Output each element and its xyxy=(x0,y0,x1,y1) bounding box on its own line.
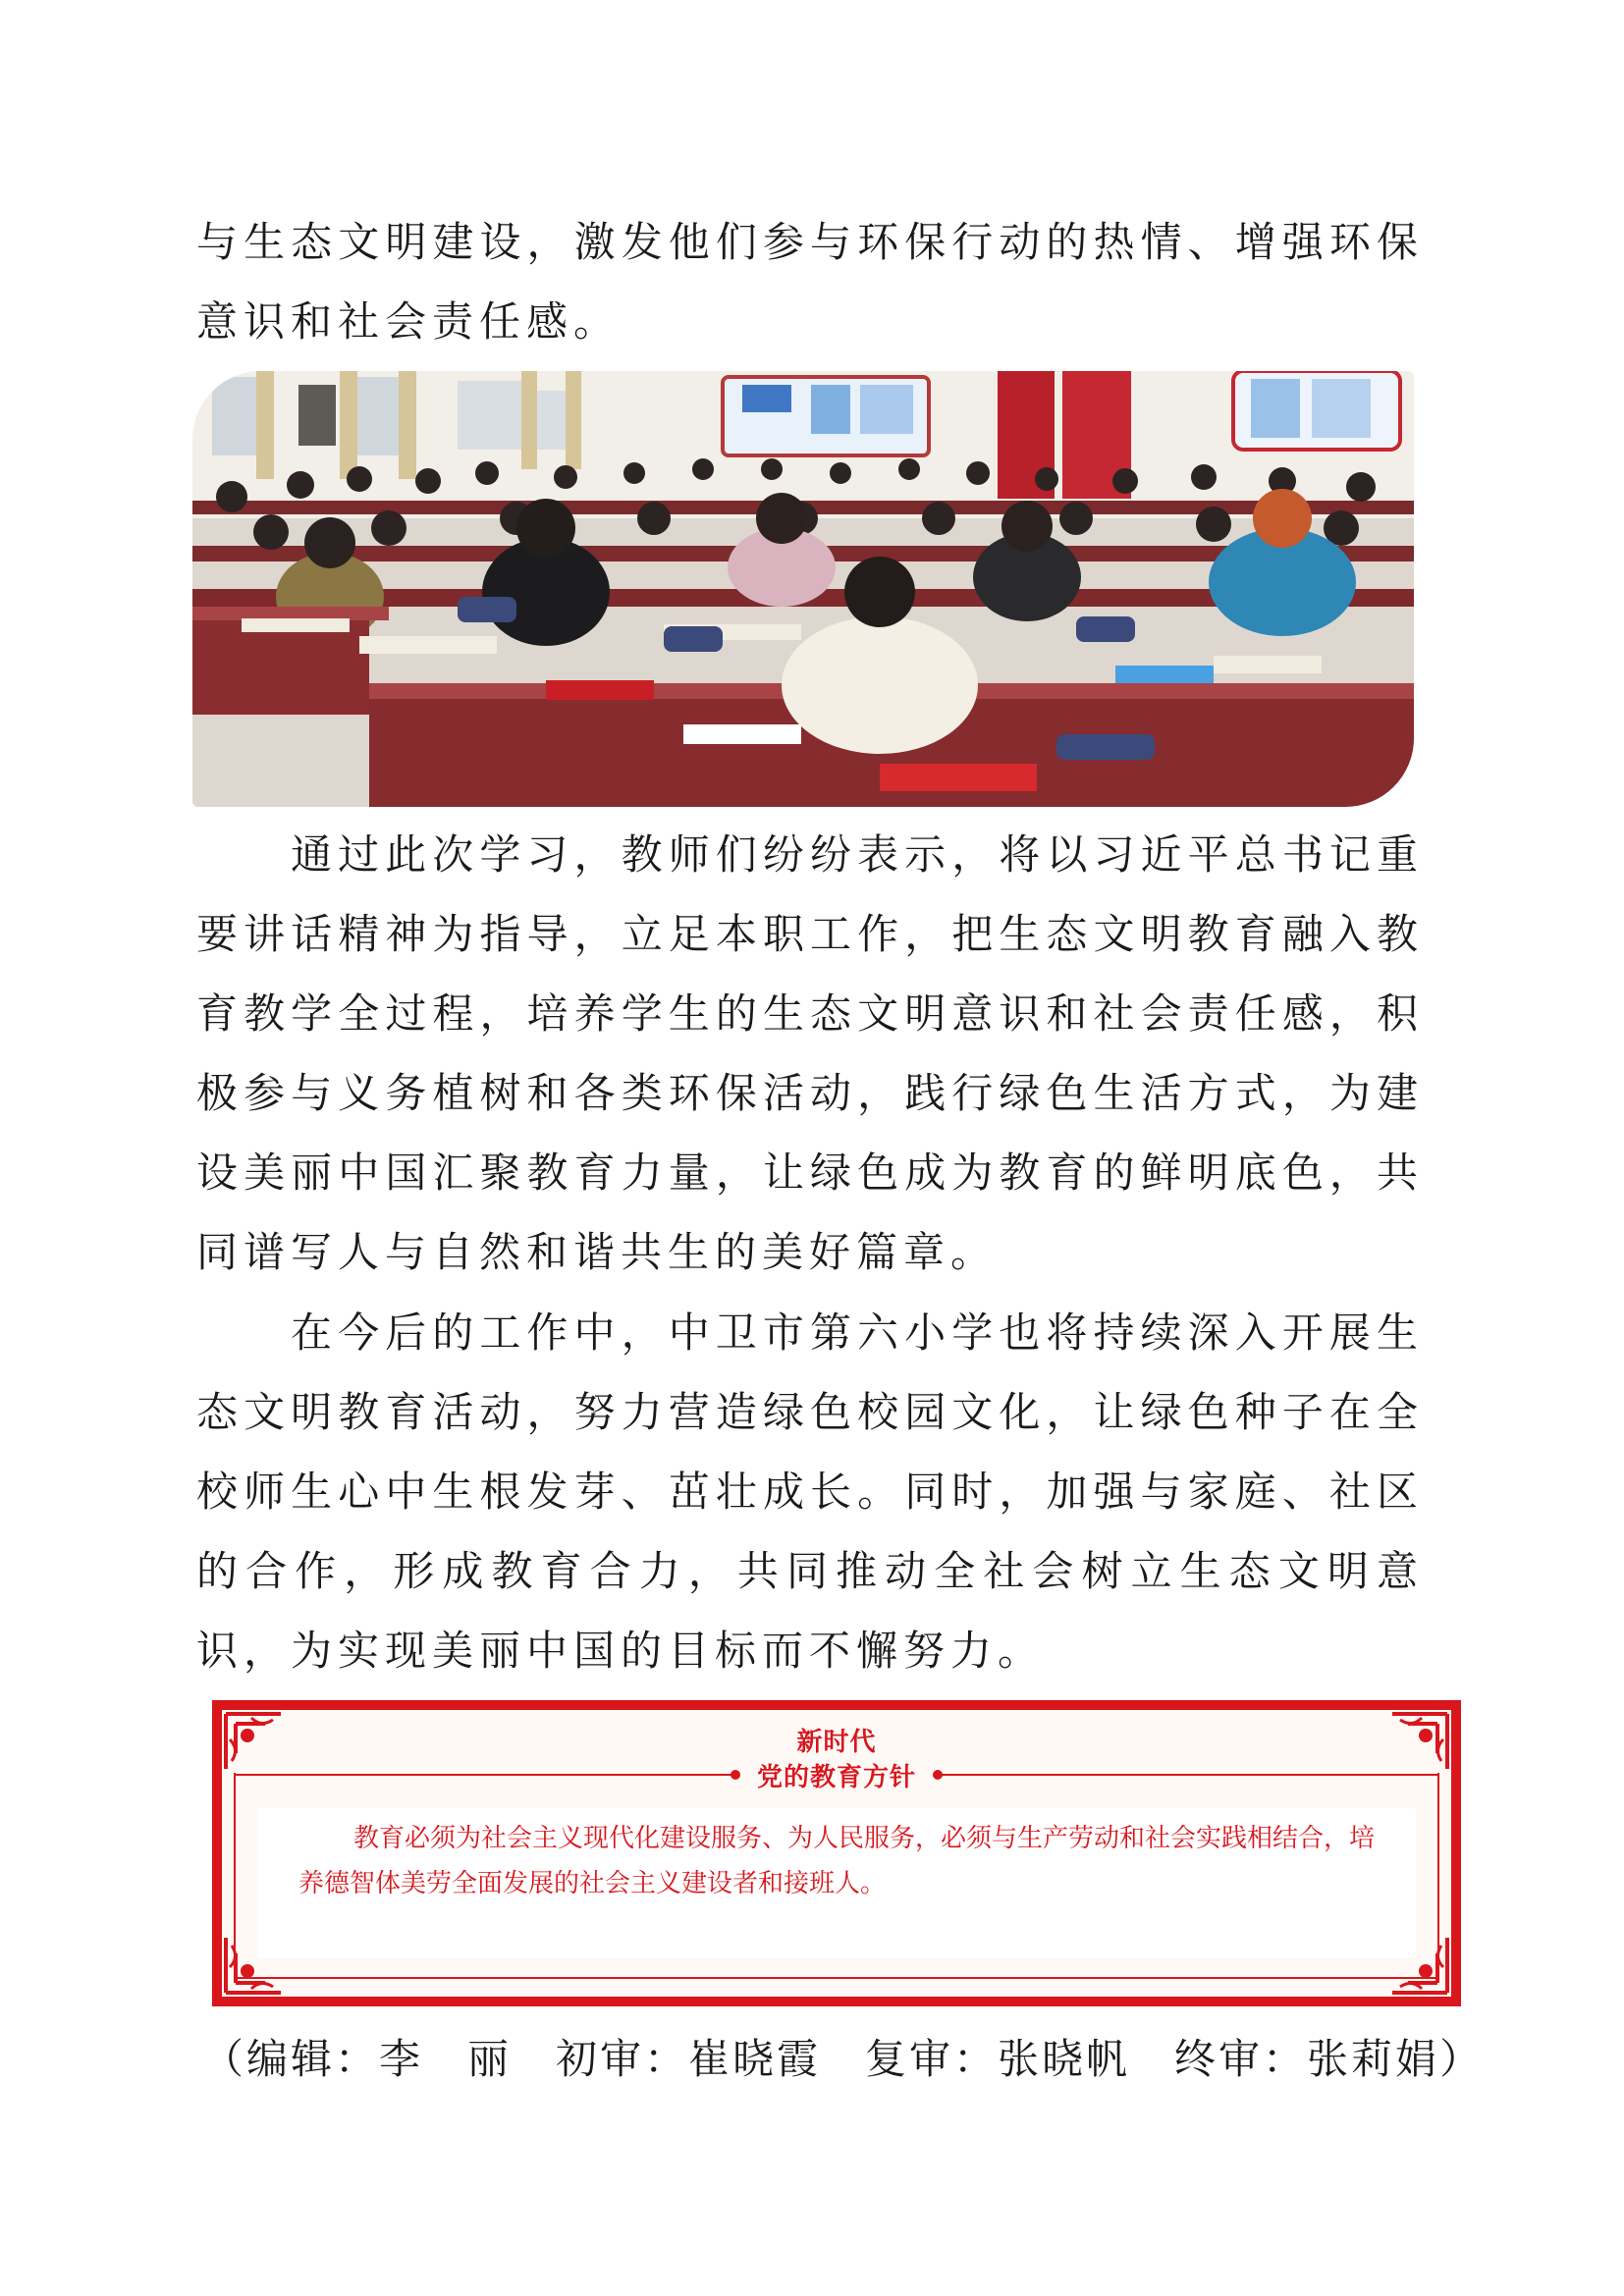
divider-right xyxy=(939,1774,1439,1776)
policy-heading-row xyxy=(234,1757,1439,1792)
education-policy-box xyxy=(212,1700,1461,2006)
editor-credits: （编辑：李 丽 初审：崔晓霞 复审：张晓帆 终审：张莉娟） xyxy=(202,2035,1485,2083)
classroom-photo xyxy=(192,371,1414,807)
policy-heading-title: 党的教育方针 xyxy=(756,1763,916,1792)
policy-body-text: 教育必须为社会主义现代化建设服务、为人民服务，必须与生产劳动和社会实践相结合，培养德智体美劳全面发展的社会主义建设者和接班人。 xyxy=(298,1824,1376,1898)
paragraph-future-plans: 在今后的工作中，中卫市第六小学也将持续深入开展生态文明教育活动，努力营造绿色校园文化，让绿色种子在全校师生心中生根发芽、茁壮成长。同时，加强与家庭、社区的合作，形成教育合力，共同推动全社会树立生态文明意识，为实现美丽中国的目标而不懈努力。 xyxy=(196,1308,1424,1675)
policy-heading-era: 新时代 xyxy=(796,1728,877,1757)
paragraph-teacher-reflection: 通过此次学习，教师们纷纷表示，将以习近平总书记重要讲话精神为指导，立足本职工作，把生态文明教育融入教育教学全过程，培养学生的生态文明意识和社会责任感，积极参与义务植树和各类环保活动，践行绿色生活方式，为建设美丽中国汇聚教育力量，让绿色成为教育的鲜明底色，共同谱写人与自然和谐共生的美好篇章。 xyxy=(196,830,1424,1276)
policy-box-inner xyxy=(222,1710,1451,1997)
paragraph-intro-end: 与生态文明建设，激发他们参与环保行动的热情、增强环保意识和社会责任感。 xyxy=(196,218,1424,346)
